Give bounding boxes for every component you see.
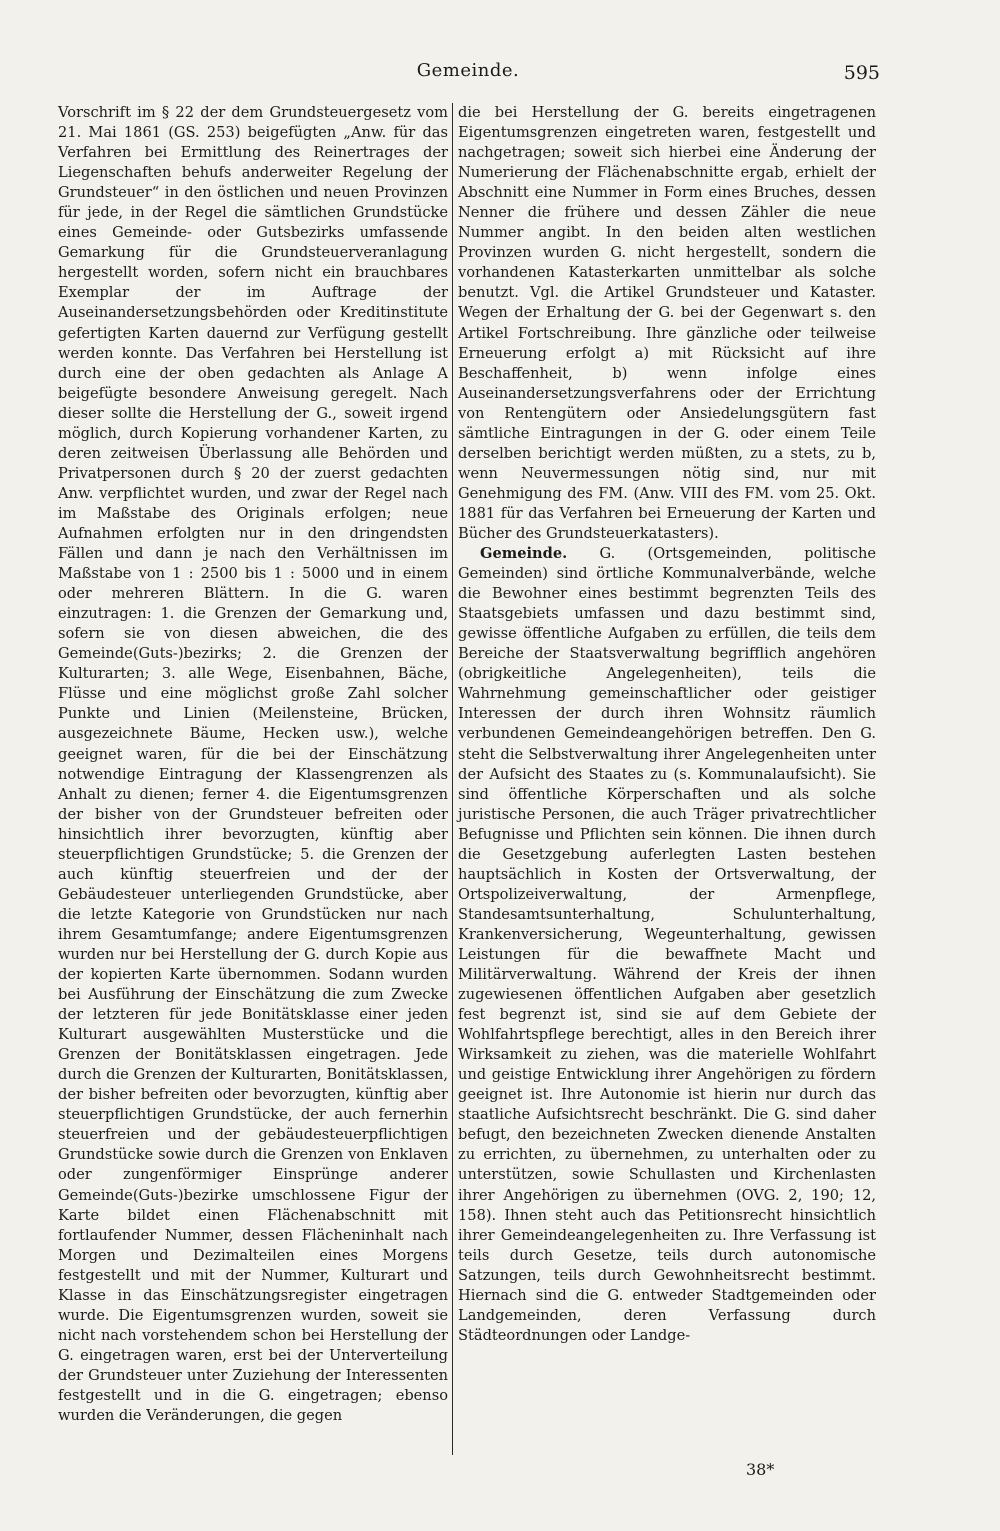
right-column-text-continued: die bei Herstellung der G. bereits eingetragenen Eigentumsgrenzen eingetreten waren, festgestellt und nachgetragen; soweit sich hierbei eine Änderung der Numerierung der Flächenabschnitte ergab, erhielt der Abschnitt eine Nummer in Form eines Bruches, dessen Nenner die frühere und dessen Zähler die neue Nummer angibt. In den beiden alten westlichen Provinzen wurden G. nicht hergestellt, sondern die vorhandenen Katasterkarten unmittelbar als solche benutzt. Vgl. die Artikel Grundsteuer und Kataster. Wegen der Erhaltung der G. bei der Gegenwart s. den Artikel Fortschreibung. Ihre gänzliche oder teilweise Erneuerung erfolgt a) mit Rücksicht auf ihre Beschaffenheit, b) wenn infolge eines Auseinandersetzungsverfahrens oder der Errichtung von Rentengütern oder Ansiedelungsgütern fast sämtliche Eintragungen in der G. oder einem Teile derselben berichtigt werden müßten, zu a stets, zu b, wenn Neuvermessungen nötig sind, nur mit Genehmigung des FM. (Anw. VIII des FM. vom 25. Okt. 1881 für das Verfahren bei Erneuerung der Karten und Bücher des Grundsteuerkatasters).: [458, 104, 876, 542]
sheet-signature: 38*: [746, 1460, 775, 1479]
running-head: Gemeinde.: [416, 60, 520, 81]
left-column-text: Vorschrift im § 22 der dem Grundsteuergesetz vom 21. Mai 1861 (GS. 253) beigefügten „Anw. für das Verfahren bei Ermittlung des Reinertrages der Liegenschaften behufs anderweiter Regelung der Grundsteuer“ in den östlichen und neuen Provinzen für jede, in der Regel die sämtlichen Grundstücke eines Gemeinde- oder Gutsbezirks umfassende Gemarkung für die Grundsteuerveranlagung hergestellt worden, sofern nicht ein brauchbares Exemplar der im Auftrage der Auseinandersetzungsbehörden oder Kreditinstitute gefertigten Karten dauernd zur Verfügung gestellt werden konnte. Das Verfahren bei Herstellung ist durch eine der oben gedachten als Anlage A beigefügte besondere Anweisung geregelt. Nach dieser sollte die Herstellung der G., soweit irgend möglich, durch Kopierung vorhandener Karten, zu deren zeitweisen Überlassung alle Behörden und Privatpersonen durch § 20 der zuerst gedachten Anw. verpflichtet wurden, und zwar der Regel nach im Maßstabe des Originals erfolgen; neue Aufnahmen erfolgten nur in den dringendsten Fällen und dann je nach den Verhältnissen im Maßstabe von 1 : 2500 bis 1 : 5000 und in einem oder mehreren Blättern. In die G. waren einzutragen: 1. die Grenzen der Gemarkung und, sofern sie von diesen abweichen, die des Gemeinde(Guts-)bezirks; 2. die Grenzen der Kulturarten; 3. alle Wege, Eisenbahnen, Bäche, Flüsse und eine möglichst große Zahl solcher Punkte und Linien (Meilensteine, Brücken, ausgezeichnete Bäume, Hecken usw.), welche geeignet waren, für die bei der Einschätzung notwendige Eintragung der Klassengrenzen als Anhalt zu dienen; ferner 4. die Eigentumsgrenzen der bisher von der Grundsteuer befreiten oder hinsichtlich ihrer bevorzugten, künftig aber steuerpflichtigen Grundstücke; 5. die Grenzen der auch künftig steuerfreien und der der Gebäudesteuer unterliegenden Grundstücke, aber die letzte Kategorie von Grundstücken nur nach ihrem Gesamtumfange; andere Eigentumsgrenzen wurden nur bei Herstellung der G. durch Kopie aus der kopierten Karte übernommen. Sodann wurden bei Ausführung der Einschätzung die zum Zwecke der letzteren für jede Bonitätsklasse einer jeden Kulturart ausgewählten Musterstücke und die Grenzen der Bonitätsklassen eingetragen. Jede durch die Grenzen der Kulturarten, Bonitätsklassen, der bisher befreiten oder bevorzugten, künftig aber steuerpflichtigen Grundstücke, der auch fernerhin steuerfreien und der gebäudesteuerpflichtigen Grundstücke sowie durch die Grenzen von Enklaven oder zungenförmiger Einsprünge anderer Gemeinde(Guts-)bezirke umschlossene Figur der Karte bildet einen Flächenabschnitt mit fortlaufender Nummer, dessen Flächeninhalt nach Morgen und Dezimalteilen eines Morgens festgestellt und mit der Nummer, Kulturart und Klasse in das Einschätzungsregister eingetragen wurde. Die Eigentumsgrenzen wurden, soweit sie nicht nach vorstehendem schon bei Herstellung der G. eingetragen waren, erst bei der Unterverteilung der Grundsteuer unter Zuziehung der Interessenten festgestellt und in die G. eingetragen; ebenso wurden die Veränderungen, die gegen: [58, 104, 448, 1425]
entry-gemeinde: [458, 544, 876, 1346]
page-number: 595: [843, 62, 880, 84]
entry-headword: Gemeinde.: [480, 545, 568, 563]
column-divider: [452, 103, 453, 1455]
right-column: [458, 103, 876, 1346]
page-header: [58, 60, 878, 90]
entry-body: G. (Ortsgemeinden, politische Gemeinden) sind örtliche Kommunalverbände, welche die Bewohner eines bestimmt begrenzten Teils des Staatsgebiets umfassen und dazu bestimmt sind, gewisse öffentliche Aufgaben zu erfüllen, die teils dem Bereiche der Staatsverwaltung begrifflich angehören (obrigkeitliche Angelegenheiten), teils die Wahrnehmung gemeinschaftlicher oder geistiger Interessen der durch ihren Wohnsitz räumlich verbundenen Gemeindeangehörigen betreffen. Den G. steht die Selbstverwaltung ihrer Angelegenheiten unter der Aufsicht des Staates zu (s. Kommunalaufsicht). Sie sind öffentliche Körperschaften und als solche juristische Personen, die auch Träger privatrechtlicher Befugnisse und Pflichten sein können. Die ihnen durch die Gesetzgebung auferlegten Lasten bestehen hauptsächlich in Kosten der Ortsverwaltung, der Ortspolizeiverwaltung, der Armenpflege, Standesamtsunterhaltung, Schulunterhaltung, Krankenversicherung, Wegeunterhaltung, gewissen Leistungen für die bewaffnete Macht und Militärverwaltung. Während der Kreis der ihnen zugewiesenen öffentlichen Aufgaben aber gesetzlich fest begrenzt ist, sind sie auf dem Gebiete der Wohlfahrtspflege berechtigt, alles in den Bereich ihrer Wirksamkeit zu ziehen, was die materielle Wohlfahrt und geistige Entwicklung ihrer Angehörigen zu fördern geeignet ist. Ihre Autonomie ist hierin nur durch das staatliche Aufsichtsrecht beschränkt. Die G. sind daher befugt, den bezeichneten Zwecken dienende Anstalten zu errichten, zu übernehmen, zu unterhalten oder zu unterstützen, sowie Schullasten und Kirchenlasten ihrer Angehörigen zu übernehmen (OVG. 2, 190; 12, 158). Ihnen steht auch das Petitionsrecht hinsichtlich ihrer Gemeindeangelegenheiten zu. Ihre Verfassung ist teils durch Gesetze, teils durch autonomische Satzungen, teils durch Gewohnheitsrecht bestimmt. Hiernach sind die G. entweder Stadtgemeinden oder Landgemeinden, deren Verfassung durch Städteordnungen oder Landge-: [458, 545, 876, 1344]
left-column: [58, 103, 448, 1426]
